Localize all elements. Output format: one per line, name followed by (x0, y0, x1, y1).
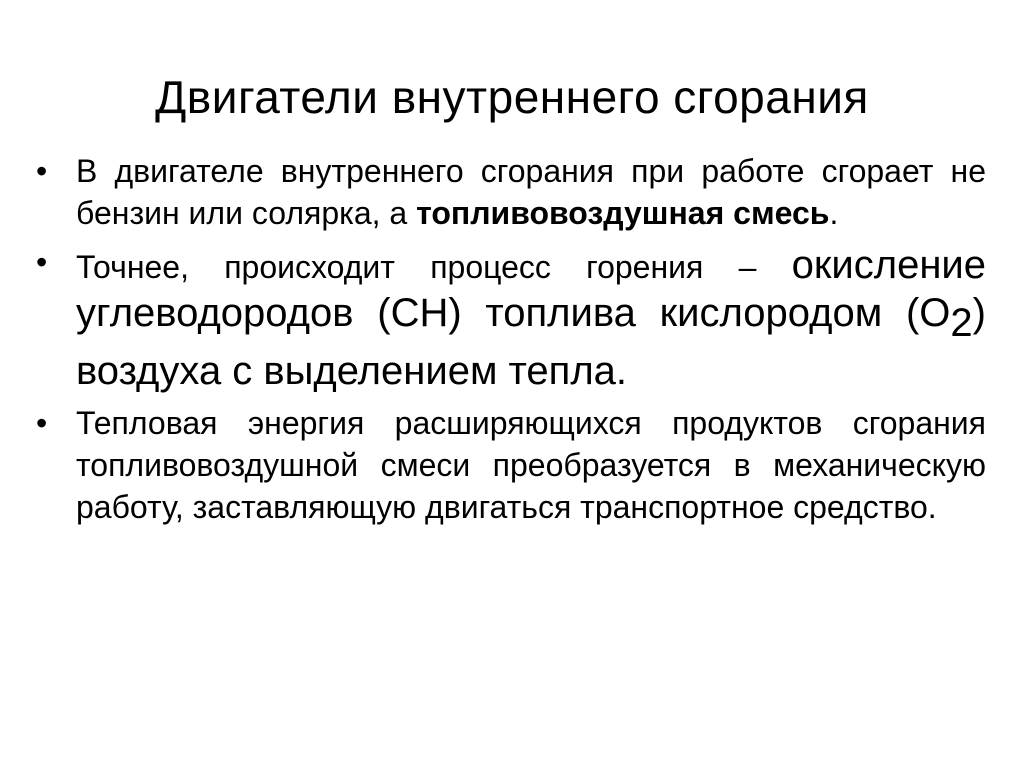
bullet-marker: • (36, 405, 48, 441)
bullet-1-bold-term: топливовоздушная смесь (416, 195, 830, 231)
bullet-item-2 (36, 241, 986, 395)
bullet-marker: • (36, 153, 48, 189)
bullet-2-subscript: 2 (950, 301, 973, 345)
bullet-1-text: В двигателе внутреннего сгорания при работе сгорает не бензин или солярка, а (76, 153, 986, 231)
bullet-item-3 (36, 402, 986, 528)
slide-title: Двигатели внутреннего сгорания (155, 71, 869, 123)
bullet-list (36, 150, 986, 528)
bullet-2-text: Точнее, происходит процесс горения – (76, 249, 792, 285)
bullet-2-emphasis-b: ) воздуха с выделением тепла. (76, 291, 986, 393)
bullet-1-end: . (829, 195, 839, 231)
bullet-2-emphasis-a: окисление углеводородов (CH) топлива кислородом (O (76, 243, 986, 335)
bullet-3-text: Тепловая энергия расширяющихся продуктов сгорания топливовоздушной смеси преобразуется в механическую работу, заставляющую двигаться транспортное средство. (76, 405, 986, 525)
bullet-item-1 (36, 150, 986, 234)
bullet-marker: • (36, 244, 48, 280)
